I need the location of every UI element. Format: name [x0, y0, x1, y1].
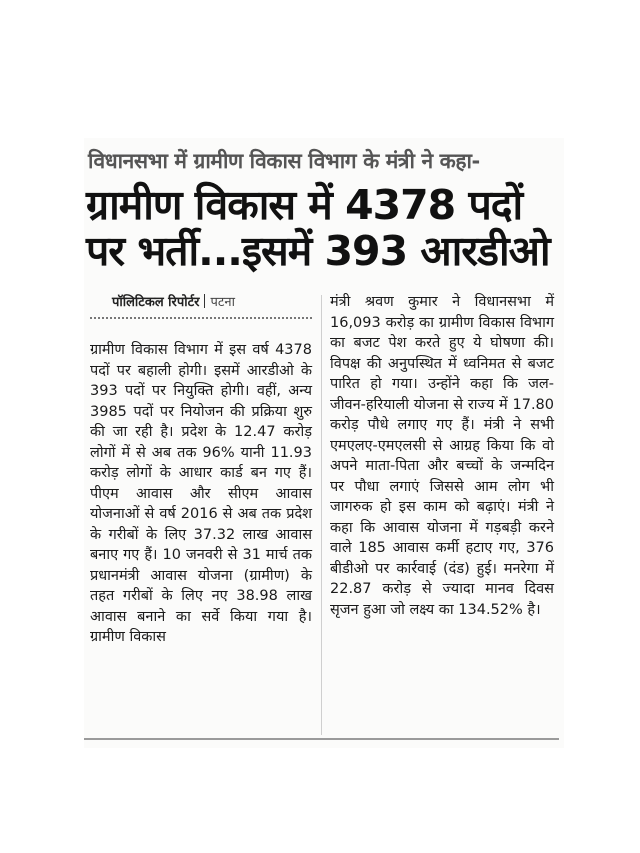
headline-line-1: ग्रामीण विकास में 4378 पदों: [86, 181, 523, 229]
headline: [86, 182, 556, 274]
headline-line-2: पर भर्ती...इसमें 393 आरडीओ: [86, 227, 550, 275]
kicker-line: विधानसभा में ग्रामीण विकास विभाग के मंत्री ने कहा-: [88, 149, 480, 173]
article-column-1: ग्रामीण विकास विभाग में इस वर्ष 4378 पदों पर बहाली होगी। इसमें आरडीओ के 393 पदों पर नियुक्ति होगी। वहीं, अन्य 3985 पदों पर नियोजन की प्रक्रिया शुरु की जा रही है। प्रदेश के 12.47 करोड़ लोगों में से अब तक 96% यानी 11.93 करोड़ लोगों के आधार कार्ड बन गए हैं। पीएम आवास और सीएम आवास योजनाओं से वर्ष 2016 से अब तक प्रदेश के गरीबों के लिए 37.32 लाख आवास बनाए गए हैं। 10 जनवरी से 31 मार्च तक प्रधानमंत्री आवास योजना (ग्रामीण) के तहत गरीबों के लिए नए 38.98 लाख आवास बनाने का सर्वे किया गया है। ग्रामीण विकास: [90, 342, 312, 645]
bottom-rule: [84, 738, 559, 740]
dotted-divider: [90, 317, 312, 319]
dateline-city: पटना: [210, 295, 236, 310]
byline-separator: [204, 294, 205, 308]
column-divider: [321, 295, 322, 735]
byline: [112, 292, 316, 310]
article-column-2: मंत्री श्रवण कुमार ने विधानसभा में 16,093 करोड़ का ग्रामीण विकास विभाग का बजट पेश करते हुए ये घोषणा की। विपक्ष की अनुपस्थित में ध्वनिमत से बजट पारित हो गया। उन्होंने कहा कि जल-जीवन-हरियाली योजना से राज्य में 17.80 करोड़ पौधे लगाए गए हैं। मंत्री ने सभी एमएलए-एमएलसी से आग्रह किया कि वो अपने माता-पिता और बच्चों के जन्मदिन पर पौधा लगाएं जिससे आम लोग भी जागरुक हो इस काम को बढ़ाएं। मंत्री ने कहा कि आवास योजना में गड़बड़ी करने वाले 185 आवास कर्मी हटाए गए, 376 बीडीओ पर कार्रवाई (दंड) हुई। मनरेगा में 22.87 करोड़ से ज्यादा मानव दिवस सृजन हुआ जो लक्ष्य का 134.52% है।: [330, 294, 554, 618]
reporter-label: पॉलिटिकल रिपोर्टर: [112, 295, 200, 310]
